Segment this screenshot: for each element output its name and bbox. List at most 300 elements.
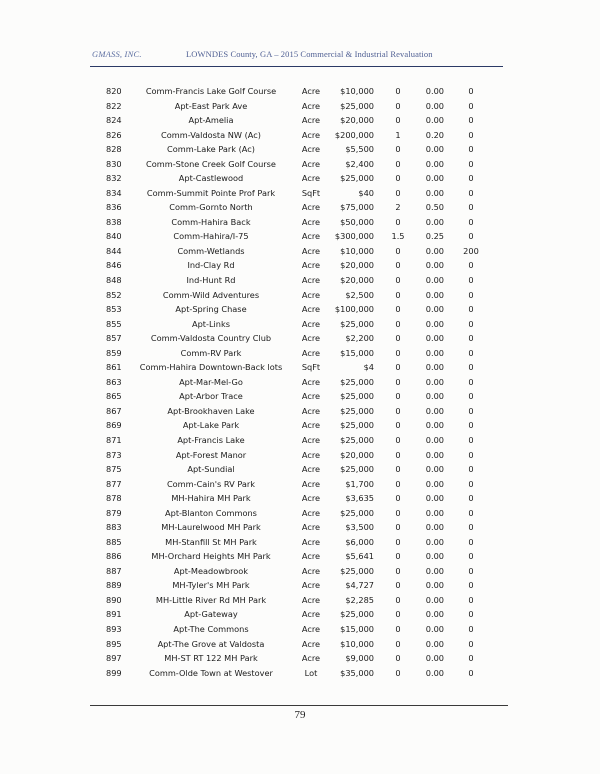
row-factor-b: 0.00 [425, 536, 444, 547]
row-factor-c: 0 [468, 362, 474, 373]
row-factor-c: 0 [468, 115, 474, 126]
row-unit: Lot [304, 667, 318, 678]
document-title: LOWNDES County, GA – 2015 Commercial & Industrial Revaluation [186, 49, 433, 59]
row-factor-c: 0 [468, 231, 474, 242]
row-price: $2,500 [345, 289, 374, 300]
row-price: $2,200 [345, 333, 374, 344]
header-divider [90, 66, 503, 67]
table-row [0, 448, 600, 462]
row-unit: Acre [301, 653, 321, 664]
row-unit: Acre [301, 202, 321, 213]
table-row [0, 200, 600, 214]
row-factor-a: 0 [395, 653, 401, 664]
table-row [0, 113, 600, 127]
row-description: Apt-Sundial [187, 464, 235, 475]
row-factor-c: 0 [468, 623, 474, 634]
row-code: 885 [106, 536, 122, 547]
row-factor-a: 0 [395, 478, 401, 489]
table-row [0, 157, 600, 171]
row-factor-b: 0.00 [425, 100, 444, 111]
row-price: $5,500 [345, 144, 374, 155]
row-description: Apt-Francis Lake [177, 434, 245, 445]
row-factor-a: 0 [395, 144, 401, 155]
row-factor-a: 0 [395, 420, 401, 431]
row-unit: Acre [301, 449, 321, 460]
row-description: Apt-Spring Chase [175, 304, 247, 315]
row-factor-a: 0 [395, 347, 401, 358]
row-code: 832 [106, 173, 122, 184]
row-factor-a: 1.5 [391, 231, 405, 242]
row-code: 852 [106, 289, 122, 300]
row-description: Comm-Lake Park (Ac) [167, 144, 255, 155]
row-price: $6,000 [345, 536, 374, 547]
row-factor-c: 0 [468, 653, 474, 664]
row-unit: Acre [301, 260, 321, 271]
row-code: 899 [106, 667, 122, 678]
row-description: Apt-East Park Ave [174, 100, 248, 111]
row-code: 897 [106, 653, 122, 664]
row-description: Comm-Summit Pointe Prof Park [146, 187, 276, 198]
row-factor-c: 0 [468, 464, 474, 475]
row-factor-a: 2 [395, 202, 401, 213]
row-description: Comm-Hahira Back [171, 216, 251, 227]
company-name: GMASS, INC. [92, 49, 142, 59]
row-factor-b: 0.00 [425, 405, 444, 416]
row-factor-b: 0.00 [425, 565, 444, 576]
row-factor-b: 0.00 [425, 304, 444, 315]
row-unit: Acre [301, 347, 321, 358]
table-row [0, 506, 600, 520]
row-code: 893 [106, 623, 122, 634]
row-price: $20,000 [340, 260, 374, 271]
row-factor-a: 0 [395, 449, 401, 460]
row-price: $2,285 [345, 594, 374, 605]
row-price: $10,000 [340, 638, 374, 649]
row-factor-c: 0 [468, 129, 474, 140]
row-unit: Acre [301, 478, 321, 489]
row-code: 859 [106, 347, 122, 358]
row-price: $200,000 [334, 129, 374, 140]
row-unit: Acre [301, 318, 321, 329]
row-factor-b: 0.00 [425, 638, 444, 649]
row-price: $25,000 [340, 173, 374, 184]
row-description: Comm-Gornto North [169, 202, 253, 213]
row-factor-c: 0 [468, 551, 474, 562]
footer-divider [90, 705, 508, 706]
row-factor-c: 0 [468, 565, 474, 576]
row-price: $5,641 [345, 551, 374, 562]
row-unit: Acre [301, 216, 321, 227]
row-description: Apt-Gateway [184, 609, 238, 620]
row-unit: SqFt [301, 187, 321, 198]
row-price: $35,000 [340, 667, 374, 678]
row-description: Apt-Mar-Mel-Go [179, 376, 243, 387]
row-unit: Acre [301, 333, 321, 344]
row-description: Apt-Meadowbrook [173, 565, 249, 576]
table-row [0, 651, 600, 665]
row-factor-b: 0.00 [425, 551, 444, 562]
row-price: $40 [358, 187, 374, 198]
row-factor-a: 0 [395, 551, 401, 562]
row-code: 871 [106, 434, 122, 445]
table-row [0, 578, 600, 592]
table-row [0, 273, 600, 287]
row-price: $75,000 [340, 202, 374, 213]
row-unit: Acre [301, 391, 321, 402]
row-factor-b: 0.20 [425, 129, 444, 140]
row-description: Apt-Arbor Trace [179, 391, 243, 402]
table-row [0, 462, 600, 476]
row-code: 838 [106, 216, 122, 227]
table-row [0, 128, 600, 142]
row-description: MH-Tyler's MH Park [172, 580, 250, 591]
row-factor-a: 0 [395, 594, 401, 605]
row-factor-c: 0 [468, 347, 474, 358]
row-factor-b: 0.00 [425, 86, 444, 96]
row-code: 889 [106, 580, 122, 591]
row-factor-b: 0.00 [425, 522, 444, 533]
row-factor-c: 0 [468, 216, 474, 227]
row-factor-a: 0 [395, 565, 401, 576]
row-factor-a: 0 [395, 507, 401, 518]
row-price: $25,000 [340, 565, 374, 576]
row-factor-a: 0 [395, 304, 401, 315]
table-row [0, 258, 600, 272]
row-factor-c: 0 [468, 493, 474, 504]
row-code: 863 [106, 376, 122, 387]
row-price: $3,635 [345, 493, 374, 504]
row-price: $25,000 [340, 405, 374, 416]
row-factor-a: 0 [395, 318, 401, 329]
table-row [0, 593, 600, 607]
row-factor-c: 200 [463, 245, 479, 256]
row-code: 857 [106, 333, 122, 344]
row-price: $4,727 [345, 580, 374, 591]
row-factor-a: 0 [395, 86, 401, 96]
row-unit: Acre [301, 609, 321, 620]
row-factor-b: 0.50 [425, 202, 444, 213]
row-factor-a: 0 [395, 536, 401, 547]
row-factor-a: 0 [395, 391, 401, 402]
row-code: 890 [106, 594, 122, 605]
table-row [0, 389, 600, 403]
row-code: 883 [106, 522, 122, 533]
table-row [0, 99, 600, 113]
row-factor-a: 0 [395, 609, 401, 620]
row-factor-b: 0.00 [425, 158, 444, 169]
row-code: 836 [106, 202, 122, 213]
row-factor-b: 0.00 [425, 376, 444, 387]
table-row [0, 607, 600, 621]
row-price: $25,000 [340, 318, 374, 329]
row-code: 878 [106, 493, 122, 504]
row-unit: Acre [301, 405, 321, 416]
row-description: MH-Little River Rd MH Park [155, 594, 267, 605]
row-factor-c: 0 [468, 86, 474, 96]
row-description: Comm-Cain's RV Park [166, 478, 256, 489]
row-factor-a: 0 [395, 216, 401, 227]
row-description: Comm-Francis Lake Golf Course [145, 86, 277, 96]
row-code: 853 [106, 304, 122, 315]
row-description: Apt-Lake Park [182, 420, 240, 431]
table-row [0, 331, 600, 345]
row-description: MH-Stanfill St MH Park [165, 536, 257, 547]
table-row [0, 520, 600, 534]
row-factor-a: 0 [395, 245, 401, 256]
row-unit: Acre [301, 580, 321, 591]
table-row [0, 171, 600, 185]
row-unit: Acre [301, 115, 321, 126]
row-price: $50,000 [340, 216, 374, 227]
row-factor-b: 0.00 [425, 260, 444, 271]
row-price: $20,000 [340, 115, 374, 126]
row-factor-a: 0 [395, 376, 401, 387]
row-description: Comm-Valdosta NW (Ac) [161, 129, 261, 140]
page-number: 79 [294, 709, 306, 721]
row-price: $25,000 [340, 100, 374, 111]
row-factor-c: 0 [468, 202, 474, 213]
row-description: Comm-Hahira Downtown-Back lots [139, 362, 283, 373]
row-factor-b: 0.00 [425, 667, 444, 678]
row-factor-c: 0 [468, 173, 474, 184]
row-factor-c: 0 [468, 580, 474, 591]
row-description: Apt-Blanton Commons [165, 507, 257, 518]
row-factor-a: 0 [395, 289, 401, 300]
row-factor-b: 0.25 [425, 231, 444, 242]
row-code: 846 [106, 260, 122, 271]
table-row [0, 288, 600, 302]
row-price: $25,000 [340, 507, 374, 518]
row-price: $25,000 [340, 464, 374, 475]
row-description: Comm-Wetlands [177, 245, 245, 256]
row-code: 875 [106, 464, 122, 475]
row-factor-c: 0 [468, 405, 474, 416]
table-row [0, 491, 600, 505]
row-code: 895 [106, 638, 122, 649]
row-factor-c: 0 [468, 478, 474, 489]
row-unit: Acre [301, 129, 321, 140]
row-unit: Acre [301, 551, 321, 562]
row-price: $2,400 [345, 158, 374, 169]
row-price: $20,000 [340, 449, 374, 460]
row-unit: Acre [301, 434, 321, 445]
row-factor-c: 0 [468, 391, 474, 402]
row-factor-c: 0 [468, 260, 474, 271]
row-factor-b: 0.00 [425, 187, 444, 198]
row-description: Comm-Hahira/I-75 [173, 231, 249, 242]
row-price: $25,000 [340, 391, 374, 402]
row-factor-c: 0 [468, 522, 474, 533]
row-code: 855 [106, 318, 122, 329]
row-code: 877 [106, 478, 122, 489]
table-row [0, 317, 600, 331]
row-factor-b: 0.00 [425, 289, 444, 300]
row-factor-b: 0.00 [425, 478, 444, 489]
table-row [0, 84, 600, 98]
row-unit: Acre [301, 493, 321, 504]
row-unit: Acre [301, 594, 321, 605]
row-factor-b: 0.00 [425, 507, 444, 518]
row-unit: Acre [301, 507, 321, 518]
table-row [0, 142, 600, 156]
row-unit: Acre [301, 638, 321, 649]
row-description: Ind-Clay Rd [187, 260, 235, 271]
table-row [0, 418, 600, 432]
row-description: Apt-Links [192, 318, 230, 329]
row-factor-c: 0 [468, 333, 474, 344]
row-factor-c: 0 [468, 187, 474, 198]
row-factor-a: 0 [395, 464, 401, 475]
row-factor-a: 0 [395, 623, 401, 634]
row-factor-b: 0.00 [425, 318, 444, 329]
row-code: 887 [106, 565, 122, 576]
row-unit: Acre [301, 623, 321, 634]
row-code: 869 [106, 420, 122, 431]
row-price: $3,500 [345, 522, 374, 533]
row-factor-b: 0.00 [425, 493, 444, 504]
row-code: 840 [106, 231, 122, 242]
row-code: 879 [106, 507, 122, 518]
row-unit: Acre [301, 304, 321, 315]
row-factor-a: 0 [395, 158, 401, 169]
row-price: $1,700 [345, 478, 374, 489]
row-price: $15,000 [340, 623, 374, 634]
row-price: $10,000 [340, 86, 374, 96]
row-price: $15,000 [340, 347, 374, 358]
row-unit: Acre [301, 100, 321, 111]
row-factor-a: 0 [395, 100, 401, 111]
row-description: Apt-Brookhaven Lake [167, 405, 255, 416]
row-description: MH-Laurelwood MH Park [161, 522, 261, 533]
row-description: Apt-Forest Manor [175, 449, 247, 460]
row-factor-a: 0 [395, 405, 401, 416]
table-row [0, 666, 600, 680]
row-factor-c: 0 [468, 638, 474, 649]
table-row [0, 360, 600, 374]
row-code: 873 [106, 449, 122, 460]
row-factor-c: 0 [468, 434, 474, 445]
row-price: $20,000 [340, 275, 374, 286]
row-factor-a: 0 [395, 115, 401, 126]
row-price: $9,000 [345, 653, 374, 664]
row-unit: Acre [301, 420, 321, 431]
row-factor-b: 0.00 [425, 623, 444, 634]
row-description: Comm-RV Park [180, 347, 242, 358]
row-price: $100,000 [334, 304, 374, 315]
row-factor-b: 0.00 [425, 245, 444, 256]
row-unit: Acre [301, 376, 321, 387]
row-price: $10,000 [340, 245, 374, 256]
row-factor-b: 0.00 [425, 115, 444, 126]
row-factor-c: 0 [468, 158, 474, 169]
table-row [0, 375, 600, 389]
table-row [0, 302, 600, 316]
row-unit: Acre [301, 144, 321, 155]
row-code: 867 [106, 405, 122, 416]
row-code: 834 [106, 187, 122, 198]
row-unit: Acre [301, 522, 321, 533]
row-factor-b: 0.00 [425, 391, 444, 402]
table-row [0, 244, 600, 258]
row-factor-c: 0 [468, 449, 474, 460]
row-factor-b: 0.00 [425, 275, 444, 286]
row-description: Apt-Amelia [188, 115, 234, 126]
table-row [0, 433, 600, 447]
row-code: 830 [106, 158, 122, 169]
row-factor-a: 0 [395, 333, 401, 344]
row-description: MH-Orchard Heights MH Park [151, 551, 271, 562]
row-unit: Acre [301, 464, 321, 475]
row-unit: Acre [301, 231, 321, 242]
row-factor-b: 0.00 [425, 347, 444, 358]
row-description: Apt-Castlewood [178, 173, 244, 184]
row-factor-a: 0 [395, 434, 401, 445]
table-row [0, 229, 600, 243]
row-factor-b: 0.00 [425, 144, 444, 155]
row-factor-a: 1 [395, 129, 401, 140]
row-factor-c: 0 [468, 304, 474, 315]
row-unit: Acre [301, 245, 321, 256]
row-unit: SqFt [301, 362, 321, 373]
table-row [0, 564, 600, 578]
row-unit: Acre [301, 275, 321, 286]
row-factor-a: 0 [395, 275, 401, 286]
row-price: $4 [363, 362, 374, 373]
row-unit: Acre [301, 289, 321, 300]
row-factor-c: 0 [468, 507, 474, 518]
row-factor-b: 0.00 [425, 609, 444, 620]
row-factor-c: 0 [468, 100, 474, 111]
row-code: 822 [106, 100, 122, 111]
row-factor-b: 0.00 [425, 449, 444, 460]
row-factor-b: 0.00 [425, 580, 444, 591]
table-row [0, 215, 600, 229]
row-factor-a: 0 [395, 362, 401, 373]
row-factor-c: 0 [468, 144, 474, 155]
row-description: Apt-The Grove at Valdosta [157, 638, 265, 649]
row-description: MH-Hahira MH Park [171, 493, 251, 504]
row-factor-c: 0 [468, 536, 474, 547]
row-factor-c: 0 [468, 609, 474, 620]
table-row [0, 535, 600, 549]
row-factor-b: 0.00 [425, 333, 444, 344]
row-factor-a: 0 [395, 522, 401, 533]
row-factor-b: 0.00 [425, 216, 444, 227]
table-row [0, 622, 600, 636]
row-factor-b: 0.00 [425, 420, 444, 431]
row-code: 844 [106, 245, 122, 256]
row-description: Comm-Olde Town at Westover [149, 667, 273, 678]
row-code: 826 [106, 129, 122, 140]
row-description: Ind-Hunt Rd [186, 275, 236, 286]
row-factor-c: 0 [468, 667, 474, 678]
row-description: Apt-The Commons [173, 623, 249, 634]
row-code: 820 [106, 86, 122, 96]
row-price: $25,000 [340, 376, 374, 387]
row-unit: Acre [301, 158, 321, 169]
row-code: 824 [106, 115, 122, 126]
row-factor-b: 0.00 [425, 653, 444, 664]
row-factor-a: 0 [395, 580, 401, 591]
row-factor-a: 0 [395, 638, 401, 649]
row-description: Comm-Valdosta Country Club [150, 333, 272, 344]
row-price: $25,000 [340, 420, 374, 431]
row-code: 865 [106, 391, 122, 402]
row-factor-b: 0.00 [425, 464, 444, 475]
row-factor-a: 0 [395, 260, 401, 271]
row-factor-c: 0 [468, 318, 474, 329]
row-code: 828 [106, 144, 122, 155]
